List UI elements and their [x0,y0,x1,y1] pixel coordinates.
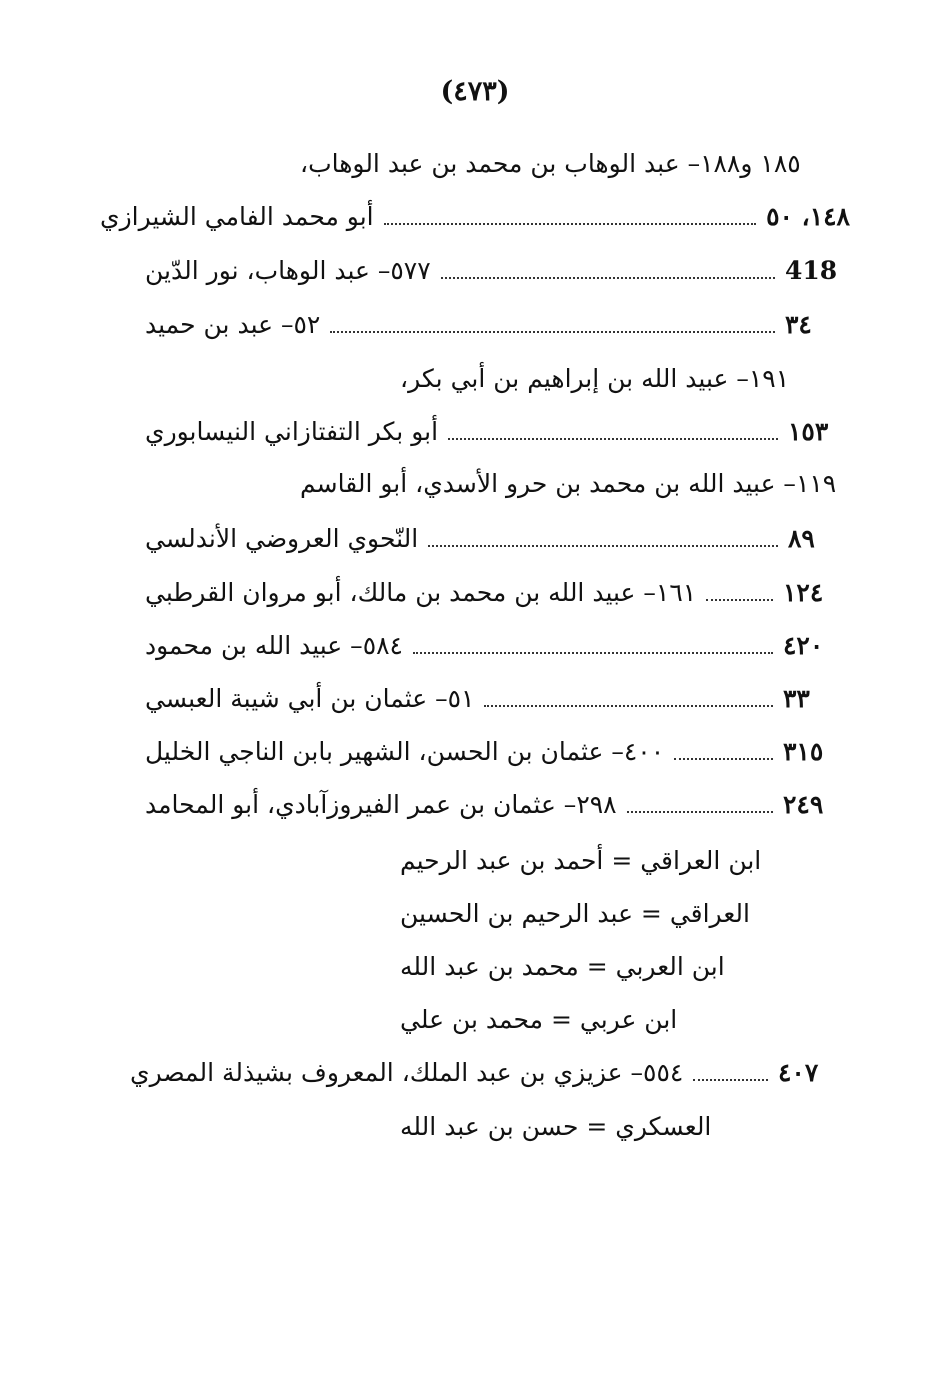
entry-text: ١٨٥ و١٨٨– عبد الوهاب بن محمد بن عبد الوهاب، [300,148,801,178]
dot-leader [428,545,778,547]
dot-leader [627,811,773,813]
entry-page: ٤٢٠ [783,630,824,660]
index-entry [145,250,845,290]
entry-text: ابن العراقي = أحمد بن عبد الرحيم [400,845,762,875]
entry-text: أبو محمد الفامي الشيرازي [100,201,374,231]
index-entry [145,625,843,665]
index-entry [145,731,843,771]
entry-page: ٣٤ [785,309,812,339]
index-entry [145,518,848,558]
entry-page: ٤٠٧ [778,1057,819,1087]
dot-leader [484,705,773,707]
entry-page: 418 [785,255,838,285]
entry-page: ٣١٥ [783,736,824,766]
entry-text: ابن عربي = محمد بن علي [400,1004,678,1034]
entry-text: ٥٢– عبد بن حميد [145,309,321,339]
index-entry [400,1106,838,1146]
entry-text: ٥١– عثمان بن أبي شيبة العبسي [145,683,475,713]
entry-page: ٢٤٩ [783,789,824,819]
entry-page: ٣٣ [783,683,810,713]
entry-text: ٥٥٤– عزيزي بن عبد الملك، المعروف بشيذلة المصري [130,1057,684,1087]
index-entry [145,572,843,612]
dot-leader [330,331,775,333]
index-entry [100,196,850,236]
dot-leader [384,223,756,225]
entry-text: ابن العربي = محمد بن عبد الله [400,951,725,981]
index-entry [130,1052,838,1092]
index-entry [400,893,840,933]
entry-text: النّحوي العروضي الأندلسي [145,523,419,553]
dot-leader [706,599,773,601]
entry-text: ٥٨٤– عبيد الله بن محمود [145,630,403,660]
index-entry [300,143,850,183]
entry-page: ١٥٣ [788,416,829,446]
entry-text: ١٩١– عبيد الله بن إبراهيم بن أبي بكر، [400,363,790,393]
entry-page: ١٢٤ [783,577,824,607]
index-entry [145,411,848,451]
entry-text: ١٦١– عبيد الله بن محمد بن مالك، أبو مروان القرطبي [145,577,697,607]
index-entry [145,678,843,718]
entry-text: ١١٩– عبيد الله بن محمد بن حرو الأسدي، أبو القاسم [300,468,837,498]
page-number: (٤٧٣) [440,76,510,107]
entry-text: العراقي = عبد الرحيم بن الحسين [400,898,750,928]
index-entry [145,304,845,344]
dot-leader [693,1079,768,1081]
entry-text: العسكري = حسن بن عبد الله [400,1111,712,1141]
entry-page: ٨٩ [788,523,815,553]
dot-leader [674,758,773,760]
index-entry [145,784,843,824]
entry-page: ١٤٨، ٥٠ [766,201,850,231]
index-entry [400,840,842,880]
entry-text: ٤٠٠– عثمان بن الحسن، الشهير بابن الناجي الخليل [145,736,665,766]
index-entry [300,463,845,503]
entry-text: أبو بكر التفتازاني النيسابوري [145,416,439,446]
entry-text: ٥٧٧– عبد الوهاب، نور الدّين [145,255,431,285]
dot-leader [413,652,773,654]
dot-leader [448,438,778,440]
index-entry [400,358,845,398]
index-entry [400,999,840,1039]
dot-leader [441,277,775,279]
entry-text: ٢٩٨– عثمان بن عمر الفيروزآبادي، أبو المحامد [145,789,617,819]
index-entry [400,946,840,986]
